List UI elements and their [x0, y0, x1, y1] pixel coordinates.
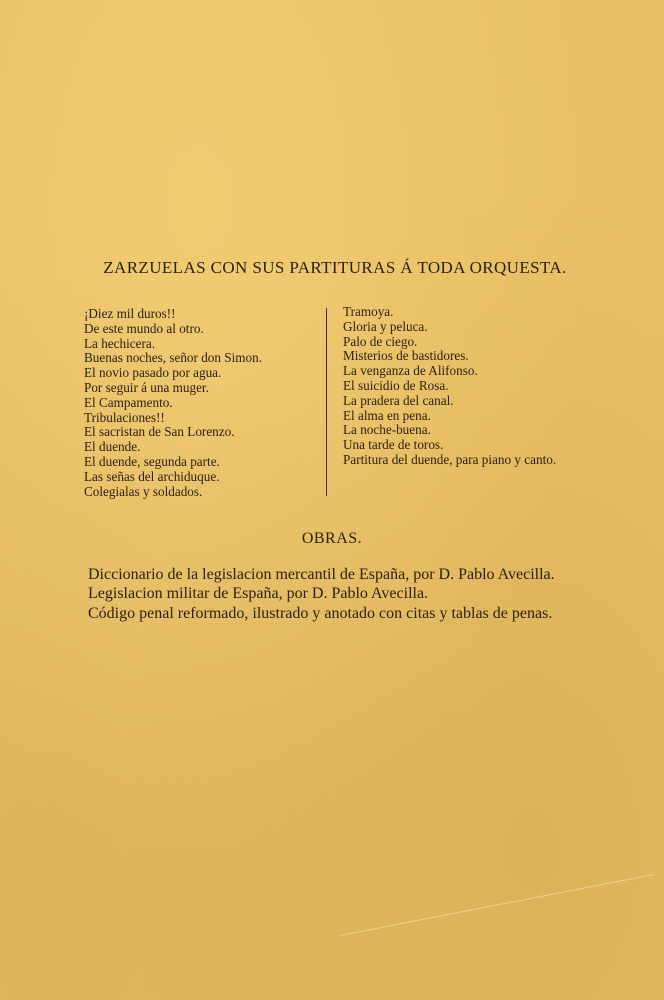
list-item: Una tarde de toros. [343, 437, 444, 453]
list-item: Colegialas y soldados. [84, 483, 203, 499]
list-item: Tramoya. [343, 304, 394, 319]
works-heading: OBRAS. [301, 530, 363, 547]
zarzuelas-list-right [343, 305, 583, 468]
list-item: El duende. [84, 439, 141, 455]
list-item: El suicidio de Rosa. [343, 377, 449, 393]
work-item: Legislacion militar de España, por D. Pablo Avecilla. [88, 585, 429, 603]
list-item: El novio pasado por agua. [84, 365, 222, 381]
list-item: La hechicera. [84, 335, 156, 351]
list-item: Buenas noches, señor don Simon. [84, 350, 263, 366]
list-item: Palo de ciego. [343, 333, 418, 349]
list-item: Gloria y peluca. [343, 318, 428, 334]
list-item: El sacristan de San Lorenzo. [84, 424, 235, 440]
list-item: Por seguir á una muger. [84, 379, 209, 395]
list-item: Partitura del duende, para piano y canto. [343, 451, 557, 467]
list-item: El Campamento. [84, 394, 173, 410]
list-item: La venganza de Alifonso. [343, 363, 478, 379]
zarzuelas-list-left [84, 307, 314, 499]
list-item: Las señas del archiduque. [84, 468, 220, 484]
works-list [88, 565, 578, 623]
list-item: El duende, segunda parte. [84, 453, 220, 469]
column-divider [326, 308, 327, 496]
list-item: La noche-buena. [343, 422, 431, 438]
work-item: Diccionario de la legislacion mercantil de España, por D. Pablo Avecilla. [88, 566, 555, 583]
list-item: Misterios de bastidores. [343, 348, 469, 364]
paper-fold-line [340, 874, 654, 936]
list-item: La pradera del canal. [343, 392, 454, 408]
list-item: El alma en pena. [343, 407, 431, 423]
list-item: ¡Diez mil duros!! [84, 306, 176, 321]
work-item: Código penal reformado, ilustrado y anotado con citas y tablas de penas. [88, 604, 553, 622]
list-item: De este mundo al otro. [84, 320, 204, 336]
page-title: ZARZUELAS CON SUS PARTITURAS Á TODA ORQUESTA. [103, 258, 567, 277]
list-item: Tribulaciones!! [84, 409, 165, 425]
